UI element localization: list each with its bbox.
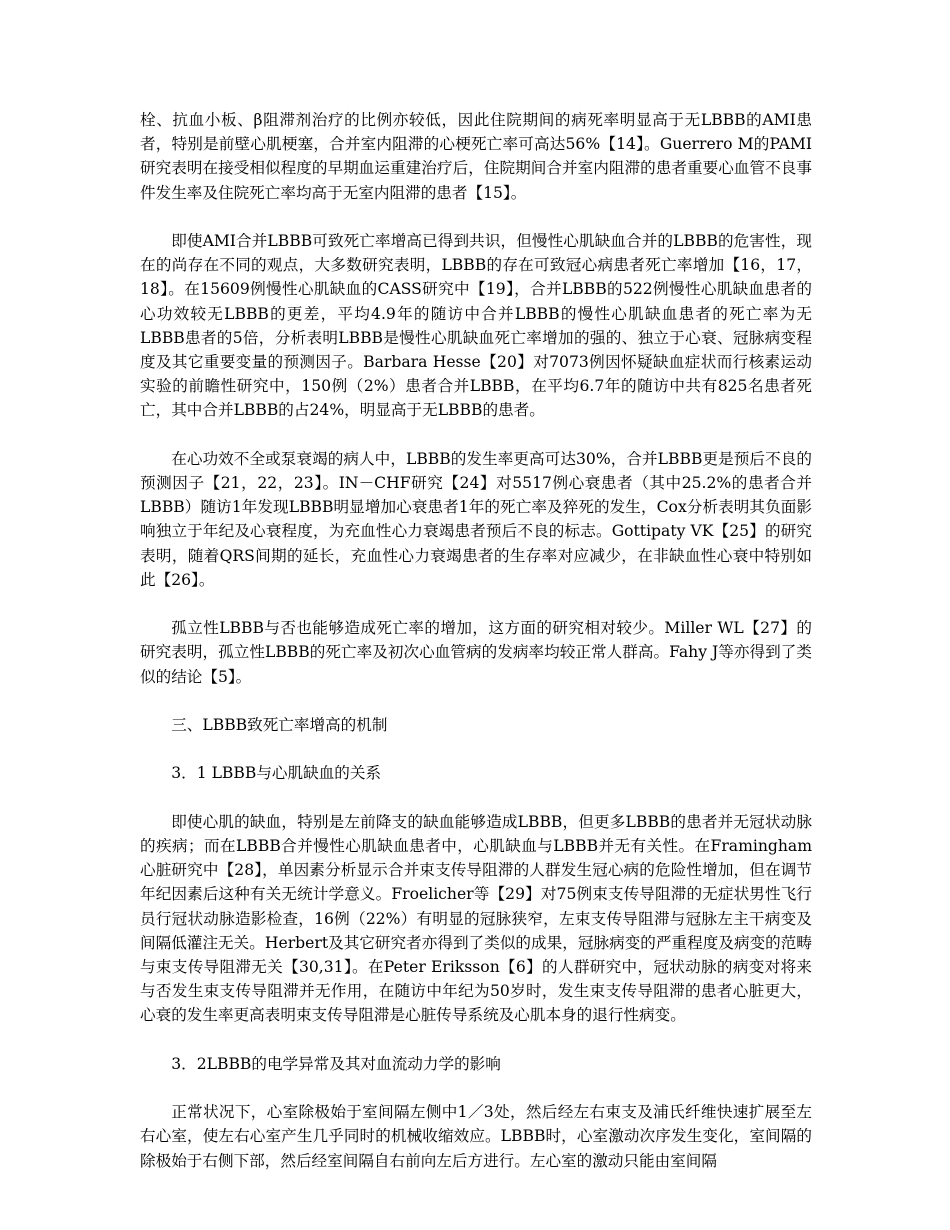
paragraph-lbbb-ischemia-relation: 即使心肌的缺血，特别是左前降支的缺血能够造成LBBB，但更多LBBB的患者并无冠状动脉的疾病；而在LBBB合并慢性心肌缺血患者中，心肌缺血与LBBB并无有关性。在Framingham心脏研究中【28】，单因素分析显示合并束支传导阻滞的人群发生冠心病的危险性增加，但在调节年纪因素后这种有关无统计学意义。Froelicher等【29】对75例束支传导阻滞的无症状男性飞行员行冠状动脉造影检查，16例（22%）有明显的冠脉狭窄，左束支传导阻滞与冠脉左主干病变及间隔低灌注无关。Herbert及其它研究者亦得到了类似的成果，冠脉病变的严重程度及病变的范畴与束支传导阻滞无关【30,31】。在Peter Eriksson【6】的人群研究中，冠状动脉的病变对将来与否发生束支传导阻滞并无作用，在随访中年纪为50岁时，发生束支传导阻滞的患者心脏更大，心衰的发生率更高表明束支传导阻滞是心脏传导系统及心肌本身的退行性病变。	[140, 812, 812, 1025]
subsection-heading-3-1: 3．1 LBBB与心肌缺血的关系	[171, 764, 382, 783]
paragraph-electrical-abnormality: 正常状况下，心室除极始于室间隔左侧中1／3处，然后经左右束支及浦氏纤维快速扩展至左右心室，使左右心室产生几乎同时的机械收缩效应。LBBB时，心室激动次序发生变化，室间隔的除极始于右侧下部，然后经室间隔自右前向左后方进行。左心室的激动只能由室间隔	[140, 1103, 812, 1170]
document-body	[140, 108, 812, 1173]
paragraph-continuation: 栓、抗血小板、β阻滞剂治疗的比例亦较低，因此住院期间的病死率明显高于无LBBB的AMI患者，特别是前壁心肌梗塞，合并室内阻滞的心梗死亡率可高达56%【14】。Guerrero M的PAMI研究表明在接受相似程度的早期血运重建治疗后，住院期间合并室内阻滞的患者重要心血管不良事件发生率及住院死亡率均高于无室内阻滞的患者【15】。	[140, 111, 812, 202]
paragraph-lbbb-chronic-ischemia: 即使AMI合并LBBB可致死亡率增高已得到共识，但慢性心肌缺血合并的LBBB的危害性，现在的尚存在不同的观点，大多数研究表明，LBBB的存在可致冠心病患者死亡率增加【16，17，18】。在15609例慢性心肌缺血的CASS研究中【19】，合并LBBB的522例慢性心肌缺血患者的心功效较无LBBB的更差，平均4.9年的随访中合并LBBB的慢性心肌缺血患者的死亡率为无LBBB患者的5倍，分析表明LBBB是慢性心肌缺血死亡率增加的强的、独立于心衰、冠脉病变程度及其它重要变量的预测因子。Barbara Hesse【20】对7073例因怀疑缺血症状而行核素运动实验的前瞻性研究中，150例（2%）患者合并LBBB，在平均6.7年的随访中共有825名患者死亡，其中合并LBBB的占24%，明显高于无LBBB的患者。	[140, 232, 812, 420]
paragraph-isolated-lbbb: 孤立性LBBB与否也能够造成死亡率的增加，这方面的研究相对较少。Miller WL【27】的研究表明，孤立性LBBB的死亡率及初次心血管病的发病率均较正常人群高。Fahy J等亦得到了类似的结论【5】。	[140, 619, 812, 686]
paragraph-lbbb-heart-failure: 在心功效不全或泵衰竭的病人中，LBBB的发生率更高可达30%，合并LBBB更是预后不良的预测因子【21，22，23】。IN－CHF研究【24】对5517例心衰患者（其中25.2%的患者合并LBBB）随访1年发现LBBB明显增加心衰患者1年的死亡率及猝死的发生，Cox分析表明其负面影响独立于年纪及心衰程度，为充血性心力衰竭患者预后不良的标志。Gottipaty VK【25】的研究表明，随着QRS间期的延长，充血性心力衰竭患者的生存率对应减少，在非缺血性心衰中特别如此【26】。	[140, 449, 812, 589]
subsection-heading-3-2: 3．2LBBB的电学异常及其对血流动力学的影响	[171, 1054, 501, 1073]
section-heading-mechanism: 三、LBBB致死亡率增高的机制	[171, 716, 388, 735]
